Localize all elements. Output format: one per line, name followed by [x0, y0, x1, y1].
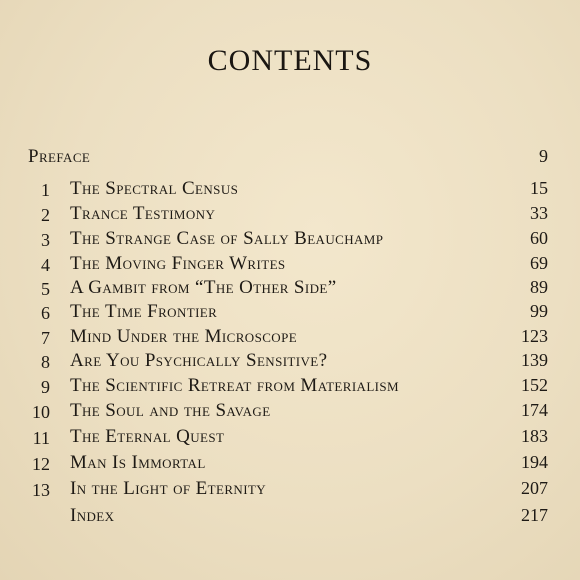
- chapter-number: 5: [41, 279, 50, 299]
- entry-label: The Eternal Quest: [70, 426, 225, 447]
- page-title: CONTENTS: [207, 44, 373, 77]
- entry-page-number: 174: [521, 400, 548, 420]
- entry-page-number: 217: [521, 505, 548, 525]
- chapter-number: 13: [32, 480, 50, 500]
- entry-page-number: 33: [530, 203, 548, 223]
- entry-label: A Gambit from “The Other Side”: [70, 277, 337, 298]
- entry-page-number: 9: [539, 146, 548, 166]
- toc-entry: [0, 375, 580, 401]
- entry-page-number: 60: [530, 228, 548, 248]
- entry-label: The Spectral Census: [70, 178, 239, 199]
- entry-page-number: 123: [521, 326, 548, 346]
- chapter-number: 9: [41, 377, 50, 397]
- toc-entry: [0, 400, 580, 426]
- entry-page-number: 194: [521, 452, 548, 472]
- chapter-number: 8: [41, 352, 50, 372]
- entry-page-number: 99: [530, 301, 548, 321]
- toc-entry: [0, 426, 580, 452]
- entry-label: The Soul and the Savage: [70, 400, 271, 421]
- toc-entry: [0, 277, 580, 303]
- toc-entry: [0, 301, 580, 327]
- entry-label: The Moving Finger Writes: [70, 253, 286, 274]
- entry-label: Trance Testimony: [70, 203, 216, 224]
- chapter-number: 4: [41, 255, 50, 275]
- entry-page-number: 207: [521, 478, 548, 498]
- entry-label: Are You Psychically Sensitive?: [70, 350, 328, 371]
- entry-page-number: 183: [521, 426, 548, 446]
- entry-page-number: 139: [521, 350, 548, 370]
- toc-entry-preface: [0, 146, 580, 172]
- chapter-number: 2: [41, 205, 50, 225]
- entry-label: The Time Frontier: [70, 301, 218, 322]
- toc-entry-index: [0, 505, 580, 531]
- entry-page-number: 152: [521, 375, 548, 395]
- chapter-number: 6: [41, 303, 50, 323]
- chapter-number: 10: [32, 402, 50, 422]
- chapter-number: 11: [32, 428, 50, 448]
- chapter-number: 3: [41, 230, 50, 250]
- toc-entry: [0, 452, 580, 478]
- entry-label: Preface: [28, 146, 91, 167]
- entry-label: The Strange Case of Sally Beauchamp: [70, 228, 384, 249]
- entry-label: Man Is Immortal: [70, 452, 206, 473]
- entry-page-number: 89: [530, 277, 548, 297]
- toc-entry: [0, 203, 580, 229]
- entry-page-number: 15: [530, 178, 548, 198]
- toc-entry: [0, 178, 580, 204]
- toc-entry: [0, 350, 580, 376]
- chapter-number: 12: [32, 454, 50, 474]
- entry-label: In the Light of Eternity: [70, 478, 267, 499]
- toc-entry: [0, 228, 580, 254]
- entry-label: Mind Under the Microscope: [70, 326, 298, 347]
- chapter-number: 7: [41, 328, 50, 348]
- chapter-number: 1: [41, 180, 50, 200]
- entry-label: The Scientific Retreat from Materialism: [70, 375, 400, 396]
- entry-page-number: 69: [530, 253, 548, 273]
- toc-entry: [0, 326, 580, 352]
- entry-label: Index: [70, 505, 115, 526]
- toc-entry: [0, 478, 580, 504]
- toc-entry: [0, 253, 580, 279]
